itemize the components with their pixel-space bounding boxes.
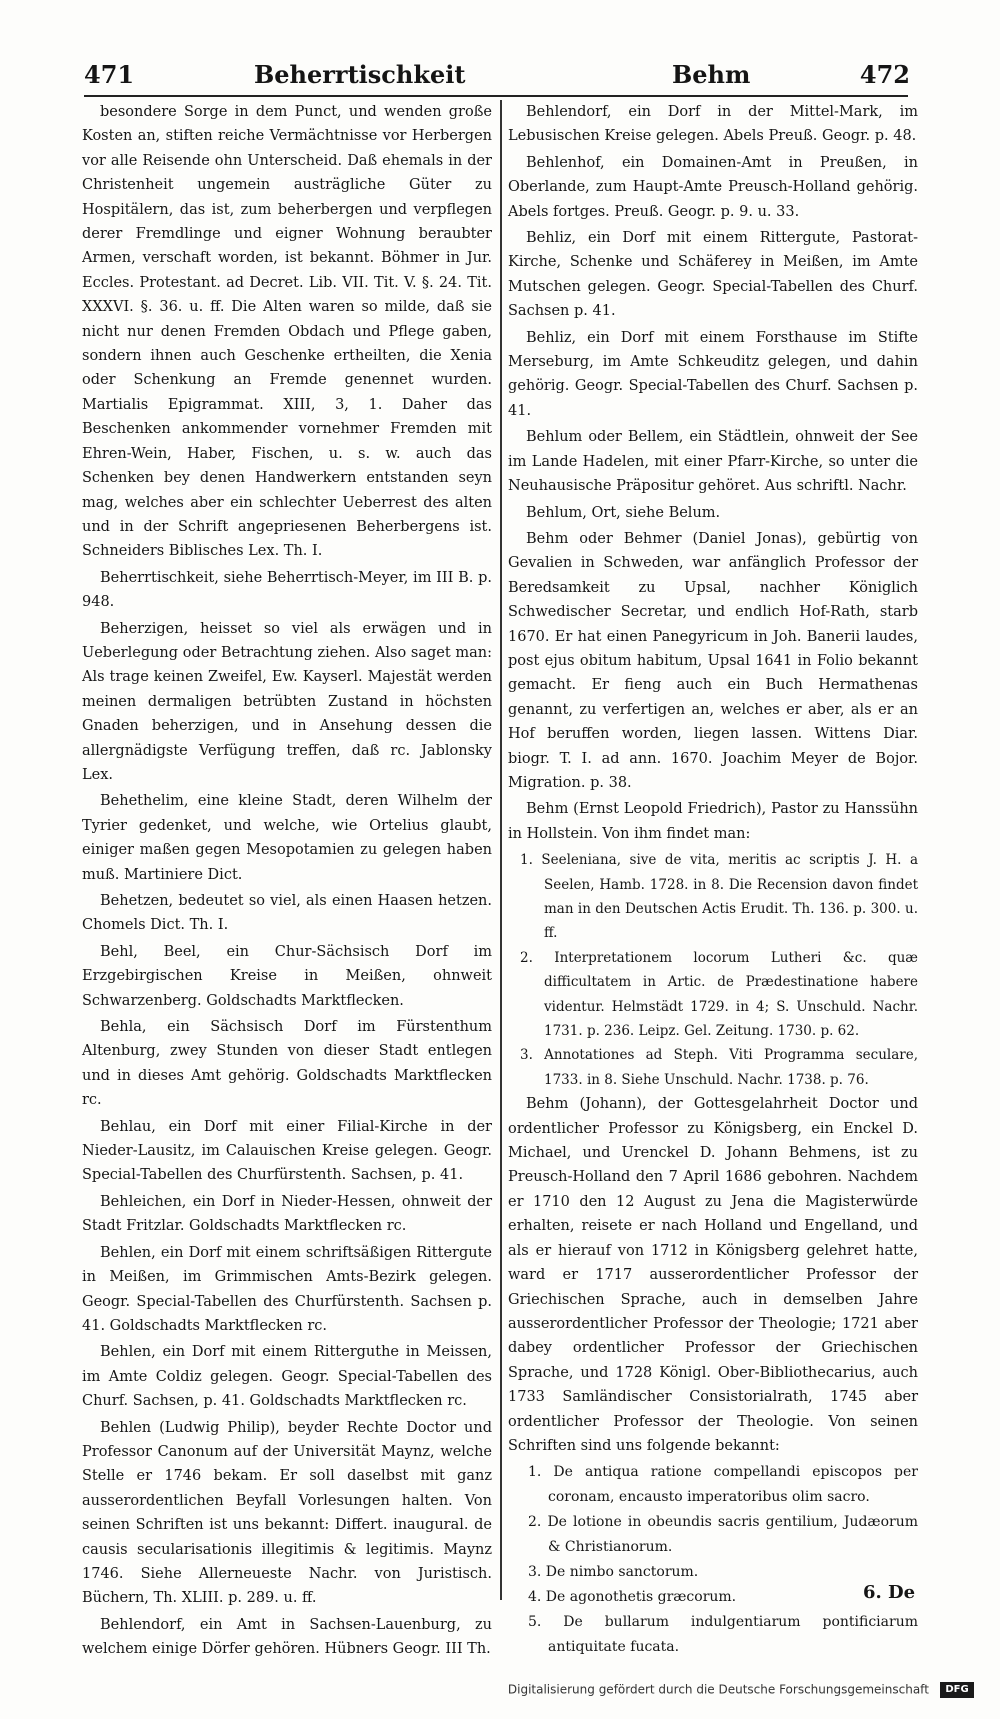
entry-paragraph: Behliz, ein Dorf mit einem Forsthause im Stifte Merseburg, im Amte Schkeuditz gelegen, und dahin gehörig. Geogr. Special-Tabellen des Churf. Sachsen p. 41. [508, 329, 918, 419]
work-list-item: 1. De antiqua ratione compellandi episcopos per coronam, encausto imperatoribus olim sacro. [528, 1464, 918, 1506]
running-keyword-left: Beherrtischkeit [254, 60, 466, 89]
catchword: 6. De [863, 1582, 916, 1603]
entry-paragraph: Behlendorf, ein Dorf in der Mittel-Mark, im Lebusischen Kreise gelegen. Abels Preuß. Geogr. p. 48. [508, 104, 918, 145]
entry-paragraph: Behm (Johann), der Gottesgelahrheit Doctor und ordentlicher Professor zu Königsberg, ein Enckel D. Michael, und Urenckel D. Johann Behmens, ist zu Preusch-Holland den 7 April 1686 gebohren. Nachdem er 1710 den 12 August zu Jena die Magisterwürde erhalten, reisete er nach Holland und Engelland, und als er hierauf von 1712 in Königsberg gelehret hatte, ward er 1717 ausserordentlicher Professor der Griechischen Sprache, auch in demselben Jahre ausserordentlicher Professor der Theologie; 1721 aber dabey ordentlicher Professor der Griechischen Sprache, und 1728 Königl. Ober-Bibliothecarius, auch 1733 Samländischer Consistorialrath, 1745 aber ordentlicher Professor der Theologie. Von seinen Schriften sind uns folgende bekannt: [508, 1096, 918, 1454]
left-column [82, 100, 492, 1658]
work-list-item: 1. Seeleniana, sive de vita, meritis ac scriptis J. H. a Seelen, Hamb. 1728. in 8. Die Recension davon findet man in den Deutschen Actis Erudit. Th. 136. p. 300. u. ff. [520, 852, 918, 942]
entry-paragraph: besondere Sorge in dem Punct, und wenden große Kosten an, stiften reiche Vermächtnisse vor Herbergen vor alle Reisende ohn Unterscheid. Daß ehemals in der Christenheit ungemein austrägliche Güter zu Hospitälern, das ist, zum beherbergen und verpflegen derer Fremdlinge und eigner Wohnung beraubter Armen, verschaft worden, ist bekannt. Böhmer in Jur. Eccles. Protestant. ad Decret. Lib. VII. Tit. V. §. 24. Tit. XXXVI. §. 36. u. ff. Die Alten waren so milde, daß sie nicht nur denen Fremden Obdach und Pflege gaben, sondern ihnen auch Geschenke ertheilten, die Xenia oder Schenkung an Fremde genennet wurden. Martialis Epigrammat. XIII, 3, 1. Daher das Beschenken ankommender vornehmer Fremden mit Ehren-Wein, Haber, Fischen, u. s. w. auch das Schenken bey denen Handwerkern entstanden seyn mag, welches aber ein schlechter Ueberrest des alten und in der Schrift angepriesenen Beherbergens ist. Schneiders Biblisches Lex. Th. I. [82, 104, 492, 560]
work-list-item: 3. Annotationes ad Steph. Viti Programma seculare, 1733. in 8. Siehe Unschuld. Nachr. 1738. p. 76. [520, 1047, 918, 1088]
entry-paragraph: Behlen, ein Dorf mit einem Ritterguthe in Meissen, im Amte Coldiz gelegen. Geogr. Special-Tabellen des Churf. Sachsen, p. 41. Goldschadts Marktflecken rc. [82, 1344, 492, 1410]
entry-paragraph: Behliz, ein Dorf mit einem Rittergute, Pastorat-Kirche, Schenke und Schäferey in Meißen, im Amte Mutschen gelegen. Geogr. Special-Tabellen des Churf. Sachsen p. 41. [508, 230, 918, 320]
work-list-item: 2. Interpretationem locorum Lutheri &c. quæ difficultatem in Artic. de Prædestinatione habere videntur. Helmstädt 1729. in 4; S. Unschuld. Nachr. 1731. p. 236. Leipz. Gel. Zeitung. 1730. p. 62. [520, 949, 918, 1040]
digitization-footer [508, 1679, 974, 1699]
work-list-item: 5. De bullarum indulgentiarum pontificiarum antiquitate fucata. [528, 1614, 918, 1656]
column-divider [500, 100, 502, 1600]
work-list-item: 4. De agonothetis græcorum. [528, 1589, 737, 1606]
dfg-logo-icon: DFG [940, 1682, 974, 1698]
footer-credit-text: Digitalisierung gefördert durch die Deutsche Forschungsgemeinschaft [507, 1682, 929, 1697]
entry-paragraph: Beherrtischkeit, siehe Beherrtisch-Meyer, im III B. p. 948. [82, 569, 492, 611]
header-rule [84, 95, 908, 97]
entry-paragraph: Behlum, Ort, siehe Belum. [526, 504, 721, 521]
entry-paragraph: Behethelim, eine kleine Stadt, deren Wilhelm der Tyrier gedenket, und welche, wie Ortelius glaubt, einiger maßen gegen Mesopotamien zu gelegen haben muß. Martiniere Dict. [82, 793, 492, 883]
page-number-right: 472 [859, 60, 910, 89]
entry-paragraph: Behlen (Ludwig Philip), beyder Rechte Doctor und Professor Canonum auf der Universität Maynz, welche Stelle er 1746 bekam. Er soll daselbst mit ganz ausserordentlichen Beyfall Vorlesungen halten. Von seinen Schriften ist uns bekannt: Differt. inaugural. de causis secularisationis illegitimis & legitimis. Maynz 1746. Siehe Allerneueste Nachr. von Juristisch. Büchern, Th. XLIII. p. 289. u. ff. [82, 1419, 492, 1607]
entry-paragraph: Behm (Ernst Leopold Friedrich), Pastor zu Hanssühn in Hollstein. Von ihm findet man: [508, 801, 918, 842]
entry-paragraph: Behlum oder Bellem, ein Städtlein, ohnweit der See im Lande Hadelen, mit einer Pfarr-Kirche, so unter die Neuhausische Präpositur gehöret. Aus schriftl. Nachr. [508, 429, 918, 495]
work-list-item: 3. De nimbo sanctorum. [528, 1564, 699, 1581]
entry-paragraph: Behlen, ein Dorf mit einem schriftsäßigen Rittergute in Meißen, im Grimmischen Amts-Bezirk gelegen. Geogr. Special-Tabellen des Churfürstenth. Sachsen p. 41. Goldschadts Marktflecken rc. [82, 1244, 492, 1334]
entry-paragraph: Behl, Beel, ein Chur-Sächsisch Dorf im Erzgebirgischen Kreise in Meißen, ohnweit Schwarzenberg. Goldschadts Marktflecken. [82, 943, 492, 1009]
entry-paragraph: Behla, ein Sächsisch Dorf im Fürstenthum Altenburg, zwey Stunden von dieser Stadt entlegen und in dieses Amt gehörig. Goldschadts Marktflecken rc. [82, 1019, 492, 1109]
entry-paragraph: Behetzen, bedeutet so viel, als einen Haasen hetzen. Chomels Dict. Th. I. [82, 893, 492, 934]
entry-paragraph: Behlenhof, ein Domainen-Amt in Preußen, in Oberlande, zum Haupt-Amte Preusch-Holland gehörig. Abels fortges. Preuß. Geogr. p. 9. u. 33. [508, 154, 918, 220]
entry-paragraph: Behm oder Behmer (Daniel Jonas), gebürtig von Gevalien in Schweden, war anfänglich Professor der Beredsamkeit zu Upsal, nachher Königlich Schwedischer Secretar, und endlich Hof-Rath, starb 1670. Er hat einen Panegyricum in Joh. Banerii laudes, post ejus obitum habitum, Upsal 1641 in Folio bekannt gemacht. Er fieng auch ein Buch Hermathenas genannt, zu verfertigen an, welches er aber, als er an Hof beruffen worden, liegen lassen. Wittens Diar. biogr. T. I. ad ann. 1670. Joachim Meyer de Bojor. Migration. p. 38. [508, 530, 918, 791]
page-number-left: 471 [84, 60, 135, 89]
work-list-item: 2. De lotione in obeundis sacris gentilium, Judæorum & Christianorum. [528, 1514, 918, 1556]
running-header [84, 60, 910, 96]
entry-paragraph: Behlendorf, ein Amt in Sachsen-Lauenburg, zu welchem einige Dörfer gehören. Hübners Geogr. III Th. [82, 1616, 492, 1658]
entry-paragraph: Beherzigen, heisset so viel als erwägen und in Ueberlegung oder Betrachtung ziehen. Also saget man: Als trage keinen Zweifel, Ew. Kayserl. Majestät werden meinen dermaligen betrübten Zustand in höchsten Gnaden beherzigen, und in Ansehung dessen die allergnädigste Verfügung treffen, daß rc. Jablonsky Lex. [82, 620, 492, 783]
entry-paragraph: Behleichen, ein Dorf in Nieder-Hessen, ohnweit der Stadt Fritzlar. Goldschadts Marktflecken rc. [82, 1193, 492, 1235]
right-column [508, 100, 918, 1656]
entry-paragraph: Behlau, ein Dorf mit einer Filial-Kirche in der Nieder-Lausitz, im Calauischen Kreise gelegen. Geogr. Special-Tabellen des Churfürstenth. Sachsen, p. 41. [82, 1118, 492, 1184]
running-keyword-right: Behm [672, 60, 751, 89]
